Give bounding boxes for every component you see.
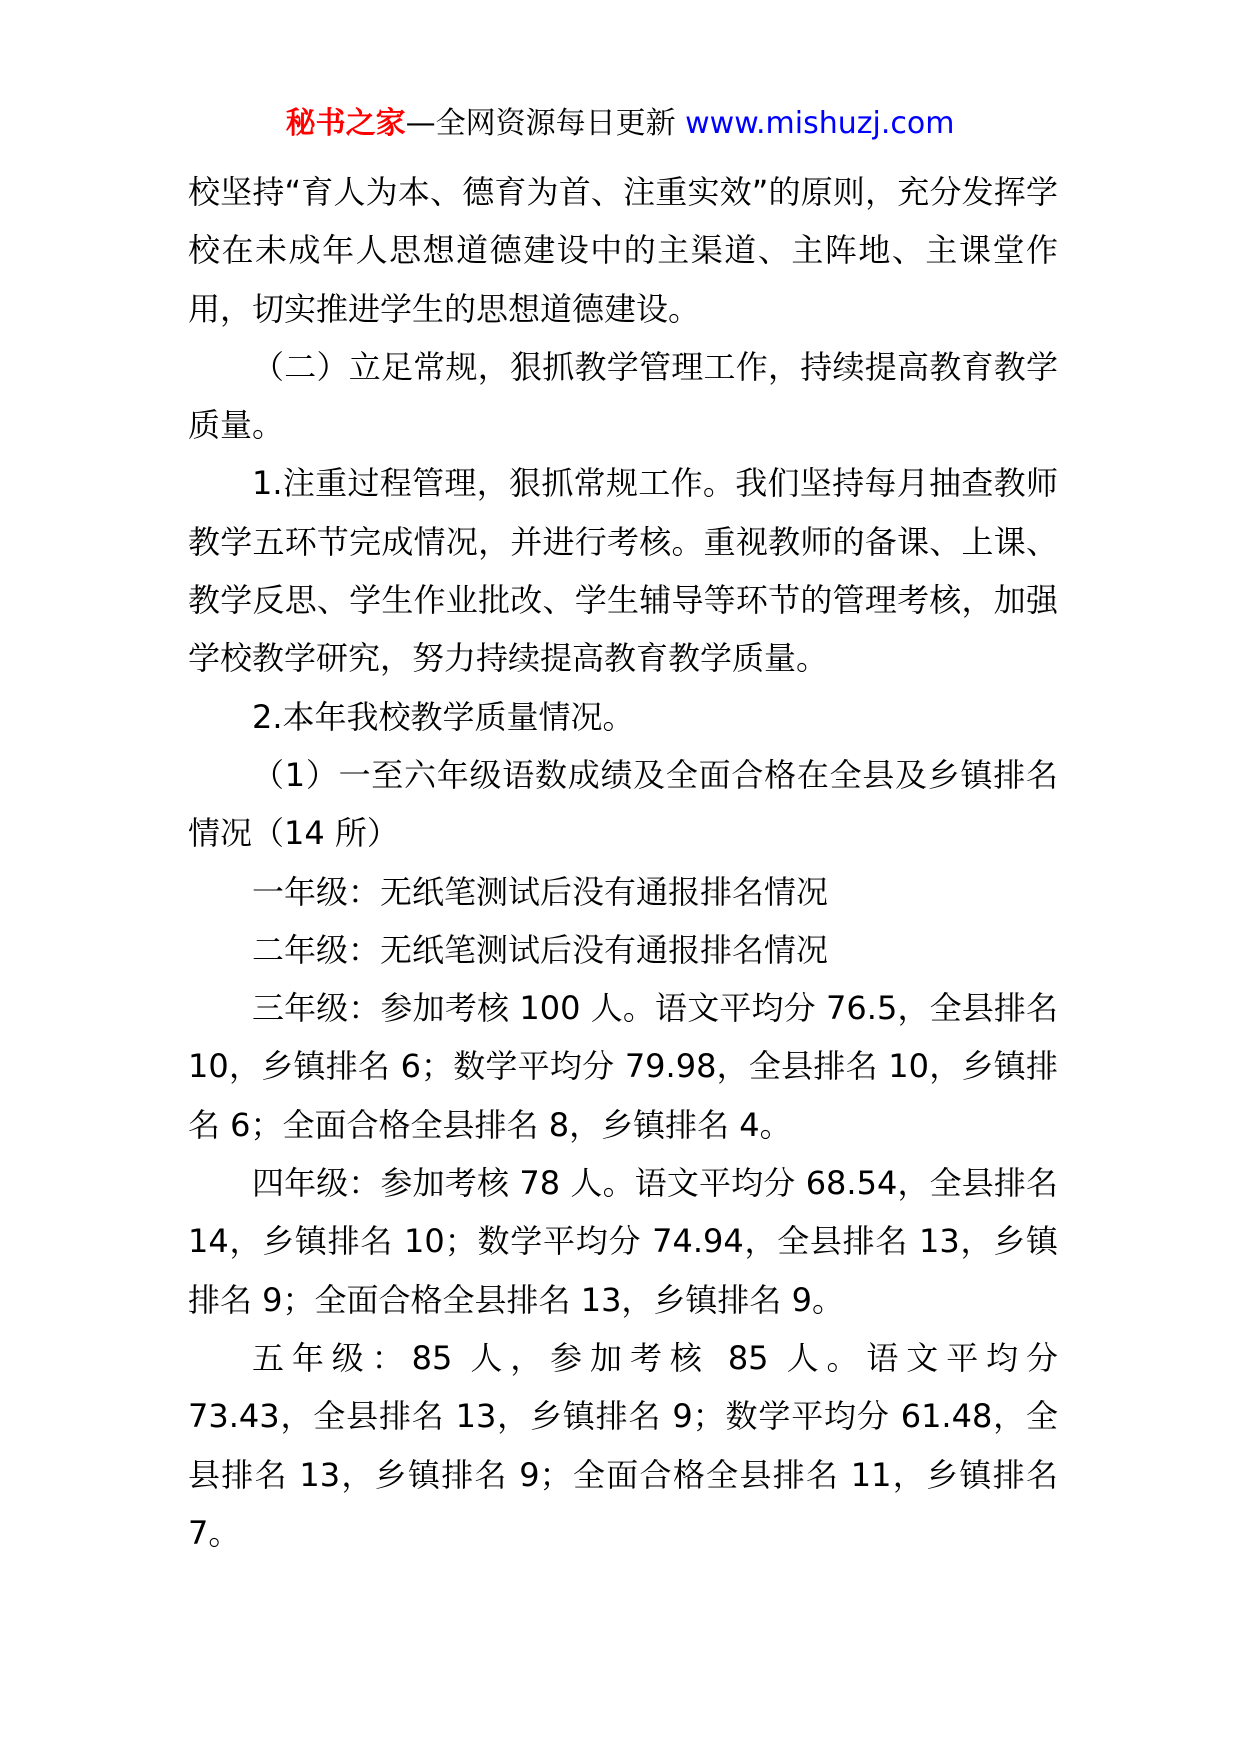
paragraph-moral-education: 校坚持“育人为本、德育为首、注重实效”的原则，充分发挥学校在未成年人思想道德建设中的主渠道、主阵地、主课堂作用，切实推进学生的思想道德建设。 [188, 173, 1058, 328]
paragraph-ranking-heading: （1）一至六年级语数成绩及全面合格在全县及乡镇排名情况（14 所） [188, 755, 1058, 853]
paragraph-quality-heading: 2.本年我校教学质量情况。 [252, 697, 635, 736]
paragraph-grade-1: 一年级：无纸笔测试后没有通报排名情况 [252, 872, 829, 911]
section-heading-teaching-management: （二）立足常规，狠抓教学管理工作，持续提高教育教学质量。 [188, 347, 1058, 445]
brand-name: 秘书之家 [285, 106, 406, 141]
paragraph-grade-2: 二年级：无纸笔测试后没有通报排名情况 [252, 930, 829, 969]
page-header [0, 102, 1240, 146]
paragraph-process-management: 1.注重过程管理，狠抓常规工作。我们坚持每月抽查教师教学五环节完成情况，并进行考核。重视教师的备课、上课、教学反思、学生作业批改、学生辅导等环节的管理考核，加强学校教学研究，努力持续提高教育教学质量。 [188, 464, 1058, 678]
document-body [188, 163, 1058, 1562]
header-slogan: —全网资源每日更新 [405, 106, 686, 141]
paragraph-grade-4: 四年级：参加考核 78 人。语文平均分 68.54，全县排名 14，乡镇排名 10；数学平均分 74.94，全县排名 13，乡镇排名 9；全面合格全县排名 13，乡镇排名 9。 [188, 1164, 1058, 1319]
header-url-link[interactable]: www.mishuzj.com [685, 106, 955, 141]
paragraph-grade-5-continued: 73.43，全县排名 13，乡镇排名 9；数学平均分 61.48，全县排名 13，乡镇排名 9；全面合格全县排名 11，乡镇排名 7。 [188, 1397, 1058, 1552]
paragraph-grade-5-line-1: 五年级：85 人，参加考核 85 人。语文平均分 [252, 1338, 1058, 1377]
paragraph-grade-3: 三年级：参加考核 100 人。语文平均分 76.5，全县排名 10，乡镇排名 6；数学平均分 79.98，全县排名 10，乡镇排名 6；全面合格全县排名 8，乡镇排名 4。 [188, 989, 1058, 1144]
